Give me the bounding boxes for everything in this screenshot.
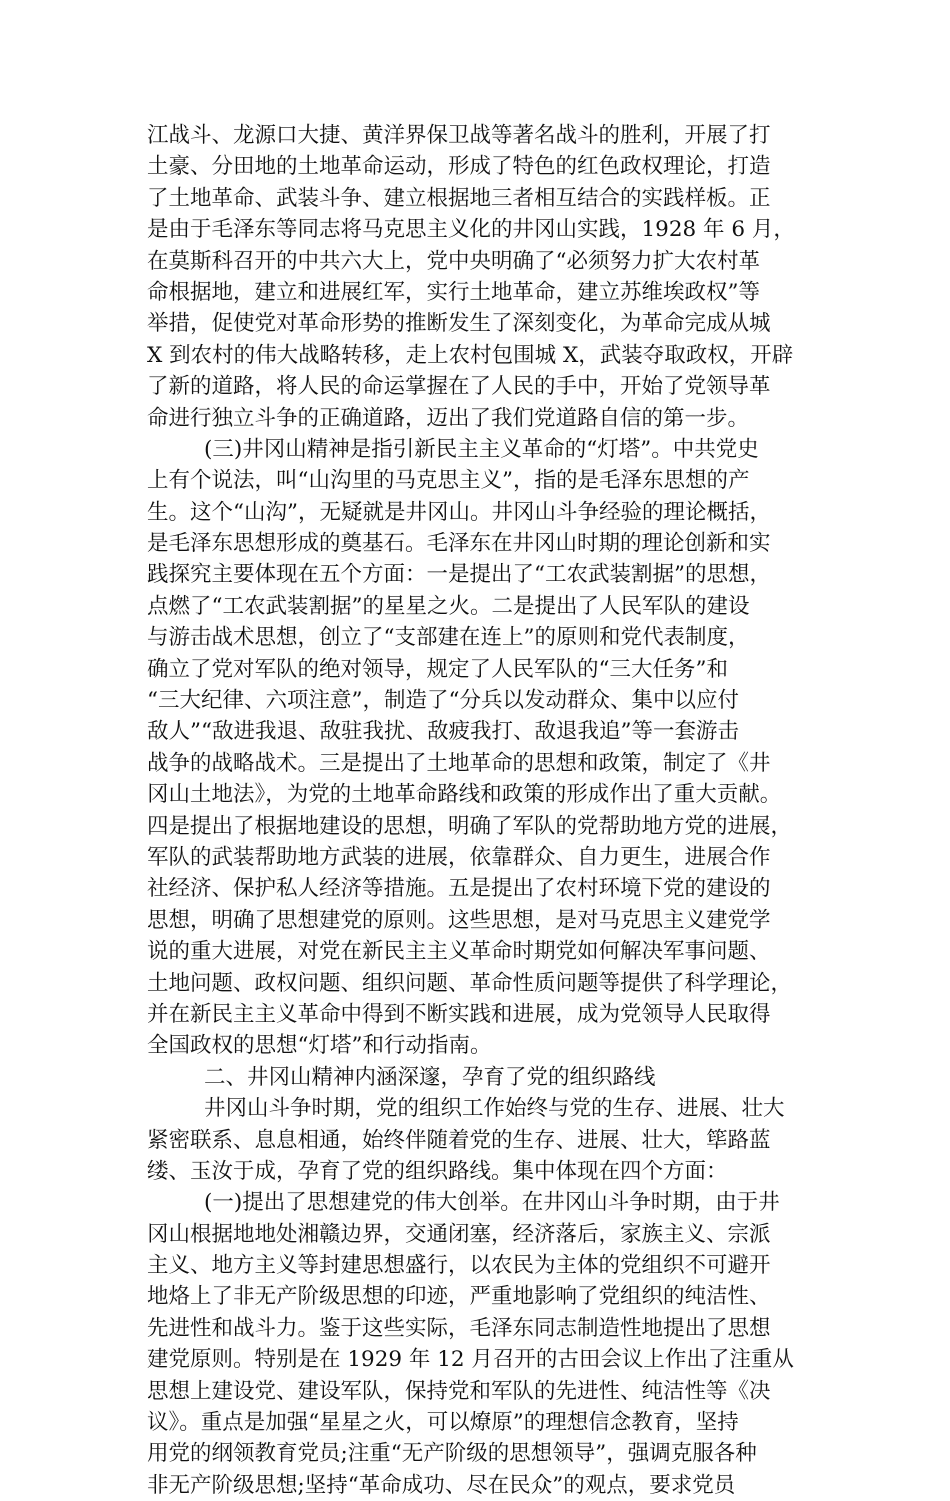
text-line: 议》。重点是加强“星星之火，可以燎原”的理想信念教育，坚持 xyxy=(147,1410,739,1436)
text-line: 社经济、保护私人经济等措施。五是提出了农村环境下党的建设的 xyxy=(147,876,771,902)
text-line: 战争的战略战术。三是提出了土地革命的思想和政策，制定了《井 xyxy=(147,750,771,776)
text-line: 命根据地，建立和进展红军，实行土地革命，建立苏维埃政权”等 xyxy=(147,279,760,305)
text-line: 先进性和战斗力。鉴于这些实际，毛泽东同志制造性地提出了思想 xyxy=(147,1315,771,1341)
text-line: 上有个说法，叫“山沟里的马克思主义”，指的是毛泽东思想的产 xyxy=(147,468,750,494)
text-line: 全国政权的思想“灯塔”和行动指南。 xyxy=(147,1033,492,1059)
text-line: (三)井冈山精神是指引新民主主义革命的“灯塔”。中共党史 xyxy=(204,436,759,462)
text-line: 确立了党对军队的绝对领导，规定了人民军队的“三大任务”和 xyxy=(147,656,728,682)
text-line: 土豪、分田地的土地革命运动，形成了特色的红色政权理论，打造 xyxy=(147,154,771,180)
text-line: 冈山土地法》，为党的土地革命路线和政策的形成作出了重大贡献。 xyxy=(147,782,782,808)
text-line: 江战斗、龙源口大捷、黄洋界保卫战等著名战斗的胜利，开展了打 xyxy=(147,123,771,148)
text-line: 了新的道路，将人民的命运掌握在了人民的手中，开始了党领导革 xyxy=(147,374,771,400)
text-line: 说的重大进展，对党在新民主主义革命时期党如何解决军事问题、 xyxy=(147,939,771,965)
text-line: 生。这个“山沟”，无疑就是井冈山。井冈山斗争经验的理论概括， xyxy=(147,499,771,525)
text-line: 井冈山斗争时期，党的组织工作始终与党的生存、进展、壮大 xyxy=(204,1096,785,1122)
text-line: 四是提出了根据地建设的思想，明确了军队的党帮助地方党的进展， xyxy=(147,813,793,839)
text-line: 土地问题、政权问题、组织问题、革命性质问题等提供了科学理论， xyxy=(147,970,793,996)
text-line: 点燃了“工农武装割据”的星星之火。二是提出了人民军队的建设 xyxy=(147,593,750,619)
text-line: (一)提出了思想建党的伟大创举。在井冈山斗争时期，由于井 xyxy=(204,1190,780,1216)
text-line: 紧密联系、息息相通，始终伴随着党的生存、进展、壮大，筚路蓝 xyxy=(147,1127,771,1153)
text-line: 与游击战术思想，创立了“支部建在连上”的原则和党代表制度， xyxy=(147,625,750,651)
text-line: 践探究主要体现在五个方面：一是提出了“工农武装割据”的思想， xyxy=(147,562,771,588)
text-line: 命进行独立斗争的正确道路，迈出了我们党道路自信的第一步。 xyxy=(147,405,750,431)
text-line: 在莫斯科召开的中共六大上，党中央明确了“必须努力扩大农村革 xyxy=(147,248,760,274)
text-line: 思想，明确了思想建党的原则。这些思想，是对马克思主义建党学 xyxy=(147,907,771,933)
text-line: 并在新民主主义革命中得到不断实践和进展，成为党领导人民取得 xyxy=(147,1001,771,1027)
text-line: 二、井冈山精神内涵深邃，孕育了党的组织路线 xyxy=(204,1064,656,1090)
text-line: X 到农村的伟大战略转移，走上农村包围城 X，武装夺取政权，开辟 xyxy=(147,342,794,368)
text-line: 举措，促使党对革命形势的推断发生了深刻变化，为革命完成从城 xyxy=(147,311,771,337)
text-line: 思想上建设党、建设军队，保持党和军队的先进性、纯洁性等《决 xyxy=(147,1378,771,1404)
text-line: 是毛泽东思想形成的奠基石。毛泽东在井冈山时期的理论创新和实 xyxy=(147,531,771,557)
text-line: 冈山根据地地处湘赣边界，交通闭塞，经济落后，家族主义、宗派 xyxy=(147,1221,771,1247)
text-line: 敌人”“敌进我退、敌驻我扰、敌疲我打、敌退我追”等一套游击 xyxy=(147,719,739,745)
text-line: 用党的纲领教育党员;注重“无产阶级的思想领导”，强调克服各种 xyxy=(147,1441,757,1467)
text-line: 是由于毛泽东等同志将马克思主义化的井冈山实践，1928 年 6 月， xyxy=(147,217,795,243)
body-text xyxy=(147,120,807,1501)
text-line: 主义、地方主义等封建思想盛行，以农民为主体的党组织不可避开 xyxy=(147,1253,771,1279)
text-line: 地烙上了非无产阶级思想的印迹，严重地影响了党组织的纯洁性、 xyxy=(147,1284,771,1310)
text-line: 了土地革命、武装斗争、建立根据地三者相互结合的实践样板。正 xyxy=(147,185,771,211)
text-line: 建党原则。特别是在 1929 年 12 月召开的古田会议上作出了注重从 xyxy=(147,1347,794,1373)
text-line: 缕、玉汝于成，孕育了党的组织路线。集中体现在四个方面： xyxy=(147,1158,728,1184)
text-line: 军队的武装帮助地方武装的进展，依靠群众、自力更生，进展合作 xyxy=(147,844,771,870)
text-line: “三大纪律、六项注意”，制造了“分兵以发动群众、集中以应付 xyxy=(147,688,739,714)
text-line: 非无产阶级思想;坚持“革命成功、尽在民众”的观点，要求党员 xyxy=(147,1472,736,1498)
